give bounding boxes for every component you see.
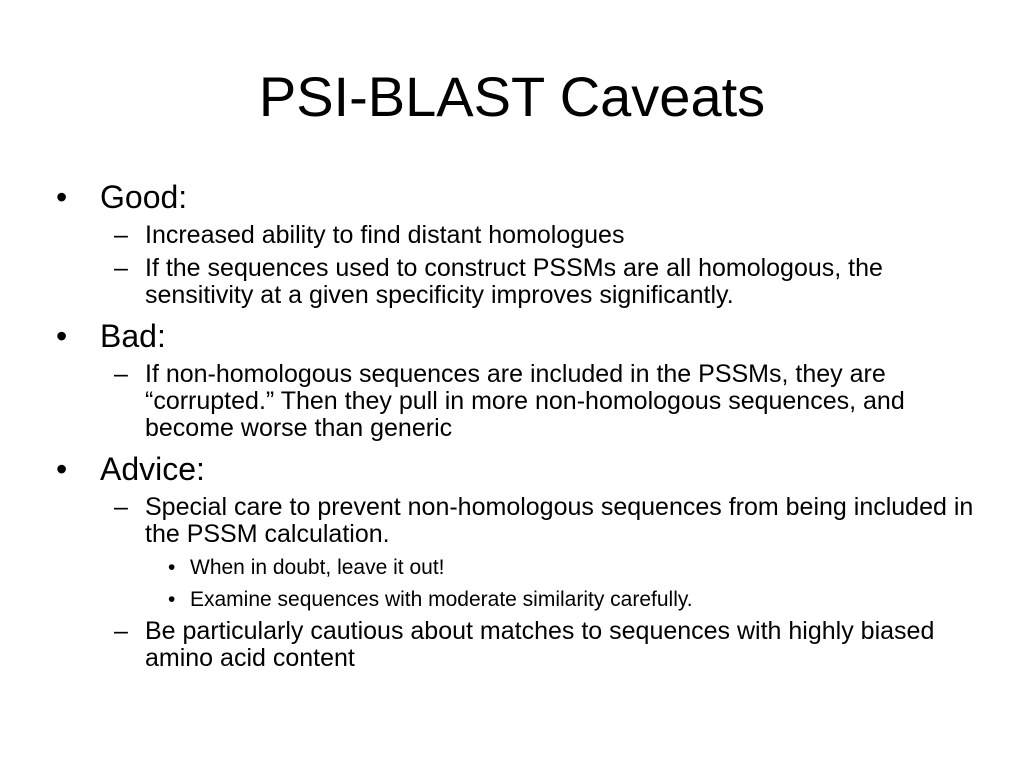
sub-bullet	[56, 618, 976, 672]
bullet-advice	[56, 450, 976, 488]
sub-bullet	[56, 361, 976, 442]
sub-bullet-text: Special care to prevent non-homologous sequences from being included in the PSSM calculation.	[145, 493, 974, 548]
sub-sub-bullet	[56, 587, 976, 612]
slide-title: PSI-BLAST Caveats	[258, 65, 766, 128]
bullet-icon: •	[168, 588, 176, 611]
dash-icon: –	[114, 617, 128, 645]
bullet-icon: •	[56, 451, 68, 487]
sub-bullet-text: If non-homologous sequences are included in the PSSMs, they are “corrupted.” Then they pull in more non-homologous sequences, and become worse than generic	[145, 360, 905, 442]
bullet-icon: •	[56, 179, 68, 215]
sub-bullet-text: If the sequences used to construct PSSMs are all homologous, the sensitivity at a given specificity improves significantly.	[145, 254, 883, 309]
dash-icon: –	[114, 493, 128, 521]
sub-sub-bullet	[56, 555, 976, 580]
sub-sub-bullet-text: When in doubt, leave it out!	[190, 556, 445, 579]
dash-icon: –	[114, 221, 128, 249]
sub-bullet-text: Increased ability to find distant homologues	[145, 221, 625, 249]
sub-bullet-text: Be particularly cautious about matches to sequences with highly biased amino acid content	[145, 617, 935, 672]
sub-bullet	[56, 255, 976, 309]
bullet-label-advice: Advice:	[100, 451, 205, 487]
sub-bullet	[56, 222, 976, 249]
bullet-list	[56, 178, 976, 672]
bullet-label-bad: Bad:	[100, 318, 166, 354]
sub-bullet	[56, 494, 976, 548]
bullet-bad	[56, 317, 976, 355]
bullet-icon: •	[168, 556, 176, 579]
bullet-good	[56, 178, 976, 216]
bullet-label-good: Good:	[100, 179, 188, 215]
bullet-icon: •	[56, 318, 68, 354]
dash-icon: –	[114, 360, 128, 388]
sub-sub-bullet-text: Examine sequences with moderate similarity carefully.	[190, 588, 693, 611]
dash-icon: –	[114, 254, 128, 282]
